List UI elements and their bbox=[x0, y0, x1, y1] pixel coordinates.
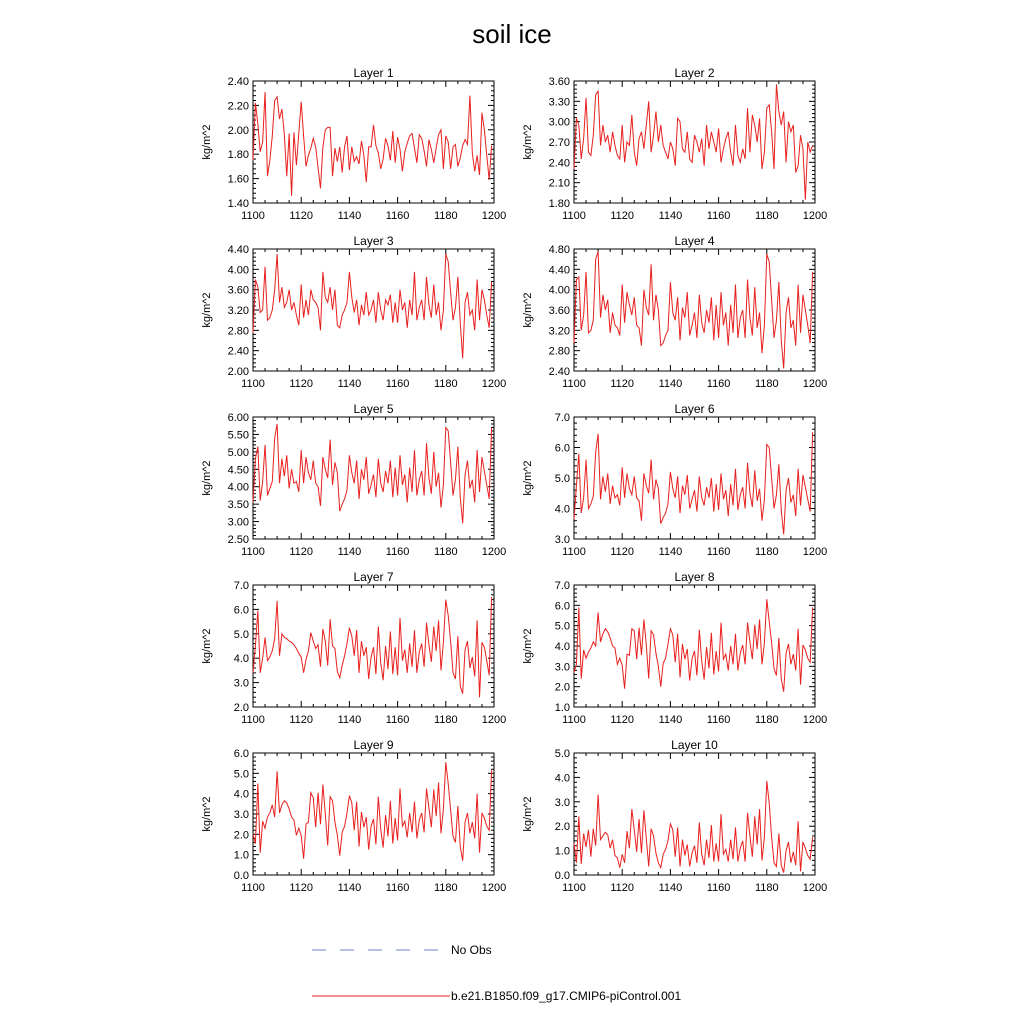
layer-8-ytick-label: 3.0 bbox=[554, 661, 570, 674]
layer-4-panel bbox=[522, 234, 827, 390]
layer-1-xtick-label: 1200 bbox=[481, 210, 507, 222]
layer-9-ytick-label: 5.0 bbox=[233, 768, 249, 781]
layer-2-frame bbox=[574, 81, 815, 203]
layer-8-panel bbox=[522, 570, 827, 726]
layer-10-ytick-label: 0.0 bbox=[554, 870, 570, 882]
layer-9-panel bbox=[201, 738, 506, 894]
layer-5-xtick-label: 1200 bbox=[481, 546, 507, 558]
layer-7-ylabel: kg/m^2 bbox=[201, 628, 213, 664]
layer-2-panel bbox=[522, 66, 827, 222]
layer-1-ytick-label: 2.20 bbox=[227, 100, 249, 113]
layer-4-ytick-label: 4.00 bbox=[548, 284, 570, 297]
layer-5-xtick-label: 1160 bbox=[385, 546, 410, 558]
layer-6-series-line bbox=[574, 432, 813, 534]
layer-10-xtick-label: 1140 bbox=[658, 882, 683, 894]
layer-4-ytick-label: 3.20 bbox=[548, 325, 570, 338]
layer-2-ytick-label: 2.40 bbox=[548, 157, 570, 170]
layer-2-ytick-label: 3.30 bbox=[548, 96, 570, 109]
layer-9-xtick-label: 1120 bbox=[289, 882, 314, 894]
layer-5-xtick-label: 1120 bbox=[289, 546, 314, 558]
layer-3-xtick-label: 1160 bbox=[385, 378, 410, 390]
layer-4-ytick-label: 2.80 bbox=[548, 345, 570, 358]
layer-4-ytick-label: 3.60 bbox=[548, 305, 570, 317]
layer-4-xtick-label: 1100 bbox=[562, 378, 586, 390]
layer-9-ytick-label: 6.0 bbox=[233, 748, 249, 760]
layer-1-series-line bbox=[253, 92, 492, 196]
layer-2-xtick-label: 1180 bbox=[754, 210, 779, 222]
layer-3-ylabel: kg/m^2 bbox=[201, 292, 213, 328]
layer-6-ylabel: kg/m^2 bbox=[522, 460, 534, 496]
layer-7-xtick-label: 1160 bbox=[385, 714, 410, 726]
layer-8-ytick-label: 6.0 bbox=[554, 600, 570, 613]
layer-3-xtick-label: 1100 bbox=[241, 378, 265, 390]
layer-9-xtick-label: 1140 bbox=[337, 882, 362, 894]
layer-9-xtick-label: 1160 bbox=[385, 882, 410, 894]
layer-8-xtick-label: 1200 bbox=[802, 714, 828, 726]
layer-7-xtick-label: 1100 bbox=[241, 714, 265, 726]
layer-5-xtick-label: 1100 bbox=[241, 546, 265, 558]
layer-8-ytick-label: 2.0 bbox=[554, 681, 570, 694]
layer-6-panel bbox=[522, 402, 827, 558]
layer-5-title: Layer 5 bbox=[353, 402, 394, 416]
layer-4-xtick-label: 1140 bbox=[658, 378, 683, 390]
layer-6-xtick-label: 1120 bbox=[610, 546, 635, 558]
layer-9-series-line bbox=[253, 762, 492, 861]
layer-8-xtick-label: 1100 bbox=[562, 714, 586, 726]
layer-5-ytick-label: 3.00 bbox=[227, 516, 249, 529]
layer-5-panel bbox=[201, 402, 506, 558]
layer-3-xtick-label: 1140 bbox=[337, 378, 362, 390]
layer-2-ytick-label: 2.10 bbox=[548, 177, 570, 190]
layer-6-xtick-label: 1160 bbox=[706, 546, 731, 558]
layer-3-title: Layer 3 bbox=[353, 234, 394, 248]
layer-10-ytick-label: 3.0 bbox=[554, 796, 570, 809]
layer-1-xtick-label: 1180 bbox=[433, 210, 458, 222]
legend-label-no-obs: No Obs bbox=[451, 943, 492, 957]
layer-6-title: Layer 6 bbox=[674, 402, 715, 416]
layer-2-ytick-label: 3.60 bbox=[548, 76, 570, 88]
layer-4-xtick-label: 1160 bbox=[706, 378, 731, 390]
layer-3-ytick-label: 4.40 bbox=[227, 244, 249, 256]
layer-7-ytick-label: 7.0 bbox=[233, 580, 249, 592]
layer-4-series-line bbox=[574, 252, 813, 369]
layer-10-title: Layer 10 bbox=[671, 738, 718, 752]
layer-6-xtick-label: 1180 bbox=[754, 546, 779, 558]
layer-8-xtick-label: 1180 bbox=[754, 714, 779, 726]
layer-3-ytick-label: 3.60 bbox=[227, 284, 249, 297]
legend bbox=[312, 943, 681, 1003]
layer-2-ytick-label: 3.00 bbox=[548, 116, 570, 129]
layer-4-frame bbox=[574, 249, 815, 371]
legend-label-model: b.e21.B1850.f09_g17.CMIP6-piControl.001 bbox=[451, 989, 682, 1003]
layer-8-xtick-label: 1160 bbox=[706, 714, 731, 726]
layer-10-ytick-label: 4.0 bbox=[554, 772, 570, 785]
layer-2-xtick-label: 1160 bbox=[706, 210, 731, 222]
layer-1-xtick-label: 1140 bbox=[337, 210, 362, 222]
layer-6-xtick-label: 1200 bbox=[802, 546, 828, 558]
layer-6-xtick-label: 1140 bbox=[658, 546, 683, 558]
layer-5-xtick-label: 1180 bbox=[433, 546, 458, 558]
layer-6-ytick-label: 7.0 bbox=[554, 412, 570, 424]
layer-8-ytick-label: 1.0 bbox=[554, 702, 570, 714]
layer-6-ytick-label: 6.0 bbox=[554, 442, 570, 455]
layer-8-ytick-label: 7.0 bbox=[554, 580, 570, 592]
layer-10-frame bbox=[574, 753, 815, 875]
layer-8-ylabel: kg/m^2 bbox=[522, 628, 534, 664]
layer-10-xtick-label: 1120 bbox=[610, 882, 635, 894]
layer-6-xtick-label: 1100 bbox=[562, 546, 586, 558]
layer-3-series-line bbox=[253, 254, 492, 358]
layer-3-frame bbox=[253, 249, 494, 371]
layer-5-xtick-label: 1140 bbox=[337, 546, 362, 558]
layer-9-ytick-label: 4.0 bbox=[233, 788, 249, 801]
layer-6-ytick-label: 4.0 bbox=[554, 503, 570, 516]
layer-1-ylabel: kg/m^2 bbox=[201, 124, 213, 160]
layer-10-xtick-label: 1200 bbox=[802, 882, 828, 894]
layer-7-ytick-label: 5.0 bbox=[233, 628, 249, 641]
layer-3-xtick-label: 1180 bbox=[433, 378, 458, 390]
layer-1-title: Layer 1 bbox=[353, 66, 394, 80]
layer-2-xtick-label: 1120 bbox=[610, 210, 635, 222]
layer-6-frame bbox=[574, 417, 815, 539]
layer-4-xtick-label: 1200 bbox=[802, 378, 828, 390]
layer-9-xtick-label: 1200 bbox=[481, 882, 507, 894]
layer-7-xtick-label: 1200 bbox=[481, 714, 507, 726]
layer-2-series-line bbox=[574, 84, 813, 199]
layer-4-ytick-label: 4.40 bbox=[548, 264, 570, 277]
layer-7-xtick-label: 1140 bbox=[337, 714, 362, 726]
layer-10-xtick-label: 1180 bbox=[754, 882, 779, 894]
layer-2-title: Layer 2 bbox=[674, 66, 715, 80]
layer-10-ylabel: kg/m^2 bbox=[522, 796, 534, 832]
layer-1-xtick-label: 1160 bbox=[385, 210, 410, 222]
layer-8-xtick-label: 1120 bbox=[610, 714, 635, 726]
layer-3-ytick-label: 3.20 bbox=[227, 305, 249, 317]
layer-9-ytick-label: 2.0 bbox=[233, 829, 249, 842]
layer-7-ytick-label: 3.0 bbox=[233, 677, 249, 690]
layer-2-ylabel: kg/m^2 bbox=[522, 124, 534, 160]
layer-5-series-line bbox=[253, 424, 492, 523]
layer-1-xtick-label: 1100 bbox=[241, 210, 265, 222]
layer-10-xtick-label: 1100 bbox=[562, 882, 586, 894]
layer-2-ytick-label: 2.70 bbox=[548, 137, 570, 149]
layer-7-xtick-label: 1120 bbox=[289, 714, 314, 726]
layer-9-xtick-label: 1180 bbox=[433, 882, 458, 894]
layer-5-ylabel: kg/m^2 bbox=[201, 460, 213, 496]
layer-10-xtick-label: 1160 bbox=[706, 882, 731, 894]
layer-5-ytick-label: 3.50 bbox=[227, 499, 249, 512]
layer-4-title: Layer 4 bbox=[674, 234, 715, 248]
layer-5-ytick-label: 4.50 bbox=[227, 464, 249, 477]
layer-8-ytick-label: 5.0 bbox=[554, 620, 570, 633]
layer-9-ylabel: kg/m^2 bbox=[201, 796, 213, 832]
layer-4-xtick-label: 1180 bbox=[754, 378, 779, 390]
layer-3-ytick-label: 2.00 bbox=[227, 366, 249, 378]
layer-7-ytick-label: 6.0 bbox=[233, 604, 249, 617]
layer-5-ytick-label: 2.50 bbox=[227, 534, 249, 546]
layer-7-title: Layer 7 bbox=[353, 570, 394, 584]
layer-3-ytick-label: 2.40 bbox=[227, 345, 249, 358]
layer-3-ytick-label: 2.80 bbox=[227, 325, 249, 338]
layer-3-ytick-label: 4.00 bbox=[227, 264, 249, 277]
layer-6-ytick-label: 3.0 bbox=[554, 534, 570, 546]
layer-7-panel bbox=[201, 570, 506, 726]
figure-title: soil ice bbox=[472, 19, 552, 49]
layer-9-title: Layer 9 bbox=[353, 738, 394, 752]
layer-9-ytick-label: 1.0 bbox=[233, 849, 249, 862]
layer-8-xtick-label: 1140 bbox=[658, 714, 683, 726]
layer-8-ytick-label: 4.0 bbox=[554, 641, 570, 653]
layer-1-ytick-label: 1.40 bbox=[227, 198, 249, 210]
layer-3-xtick-label: 1120 bbox=[289, 378, 314, 390]
layer-9-ytick-label: 0.0 bbox=[233, 870, 249, 882]
layer-10-ytick-label: 2.0 bbox=[554, 821, 570, 834]
layer-7-ytick-label: 2.0 bbox=[233, 702, 249, 714]
layer-1-ytick-label: 1.80 bbox=[227, 149, 249, 162]
layer-4-ytick-label: 2.40 bbox=[548, 366, 570, 378]
layer-10-panel bbox=[522, 738, 827, 894]
layer-5-ytick-label: 5.50 bbox=[227, 429, 249, 442]
layer-7-ytick-label: 4.0 bbox=[233, 653, 249, 666]
layer-3-panel bbox=[201, 234, 506, 390]
layer-2-xtick-label: 1200 bbox=[802, 210, 828, 222]
layer-7-xtick-label: 1180 bbox=[433, 714, 458, 726]
layer-8-series-line bbox=[574, 599, 813, 692]
layer-5-ytick-label: 5.00 bbox=[227, 446, 249, 459]
layer-2-xtick-label: 1140 bbox=[658, 210, 683, 222]
layer-1-ytick-label: 2.40 bbox=[227, 76, 249, 88]
layer-1-ytick-label: 1.60 bbox=[227, 173, 249, 186]
layer-1-panel bbox=[201, 66, 506, 222]
layer-9-xtick-label: 1100 bbox=[241, 882, 265, 894]
layer-4-xtick-label: 1120 bbox=[610, 378, 635, 390]
layer-1-ytick-label: 2.00 bbox=[227, 124, 249, 137]
layer-4-ytick-label: 4.80 bbox=[548, 244, 570, 256]
layer-6-ytick-label: 5.0 bbox=[554, 473, 570, 485]
layer-8-title: Layer 8 bbox=[674, 570, 715, 584]
layer-5-ytick-label: 6.00 bbox=[227, 412, 249, 424]
layer-2-ytick-label: 1.80 bbox=[548, 198, 570, 210]
layer-4-ylabel: kg/m^2 bbox=[522, 292, 534, 328]
layer-5-ytick-label: 4.00 bbox=[227, 481, 249, 494]
layer-2-xtick-label: 1100 bbox=[562, 210, 586, 222]
layer-3-xtick-label: 1200 bbox=[481, 378, 507, 390]
layer-1-xtick-label: 1120 bbox=[289, 210, 314, 222]
layer-10-ytick-label: 1.0 bbox=[554, 845, 570, 858]
panels-container bbox=[201, 66, 827, 894]
layer-7-series-line bbox=[253, 597, 492, 697]
layer-10-ytick-label: 5.0 bbox=[554, 748, 570, 760]
layer-10-series-line bbox=[574, 781, 813, 873]
layer-9-ytick-label: 3.0 bbox=[233, 809, 249, 821]
